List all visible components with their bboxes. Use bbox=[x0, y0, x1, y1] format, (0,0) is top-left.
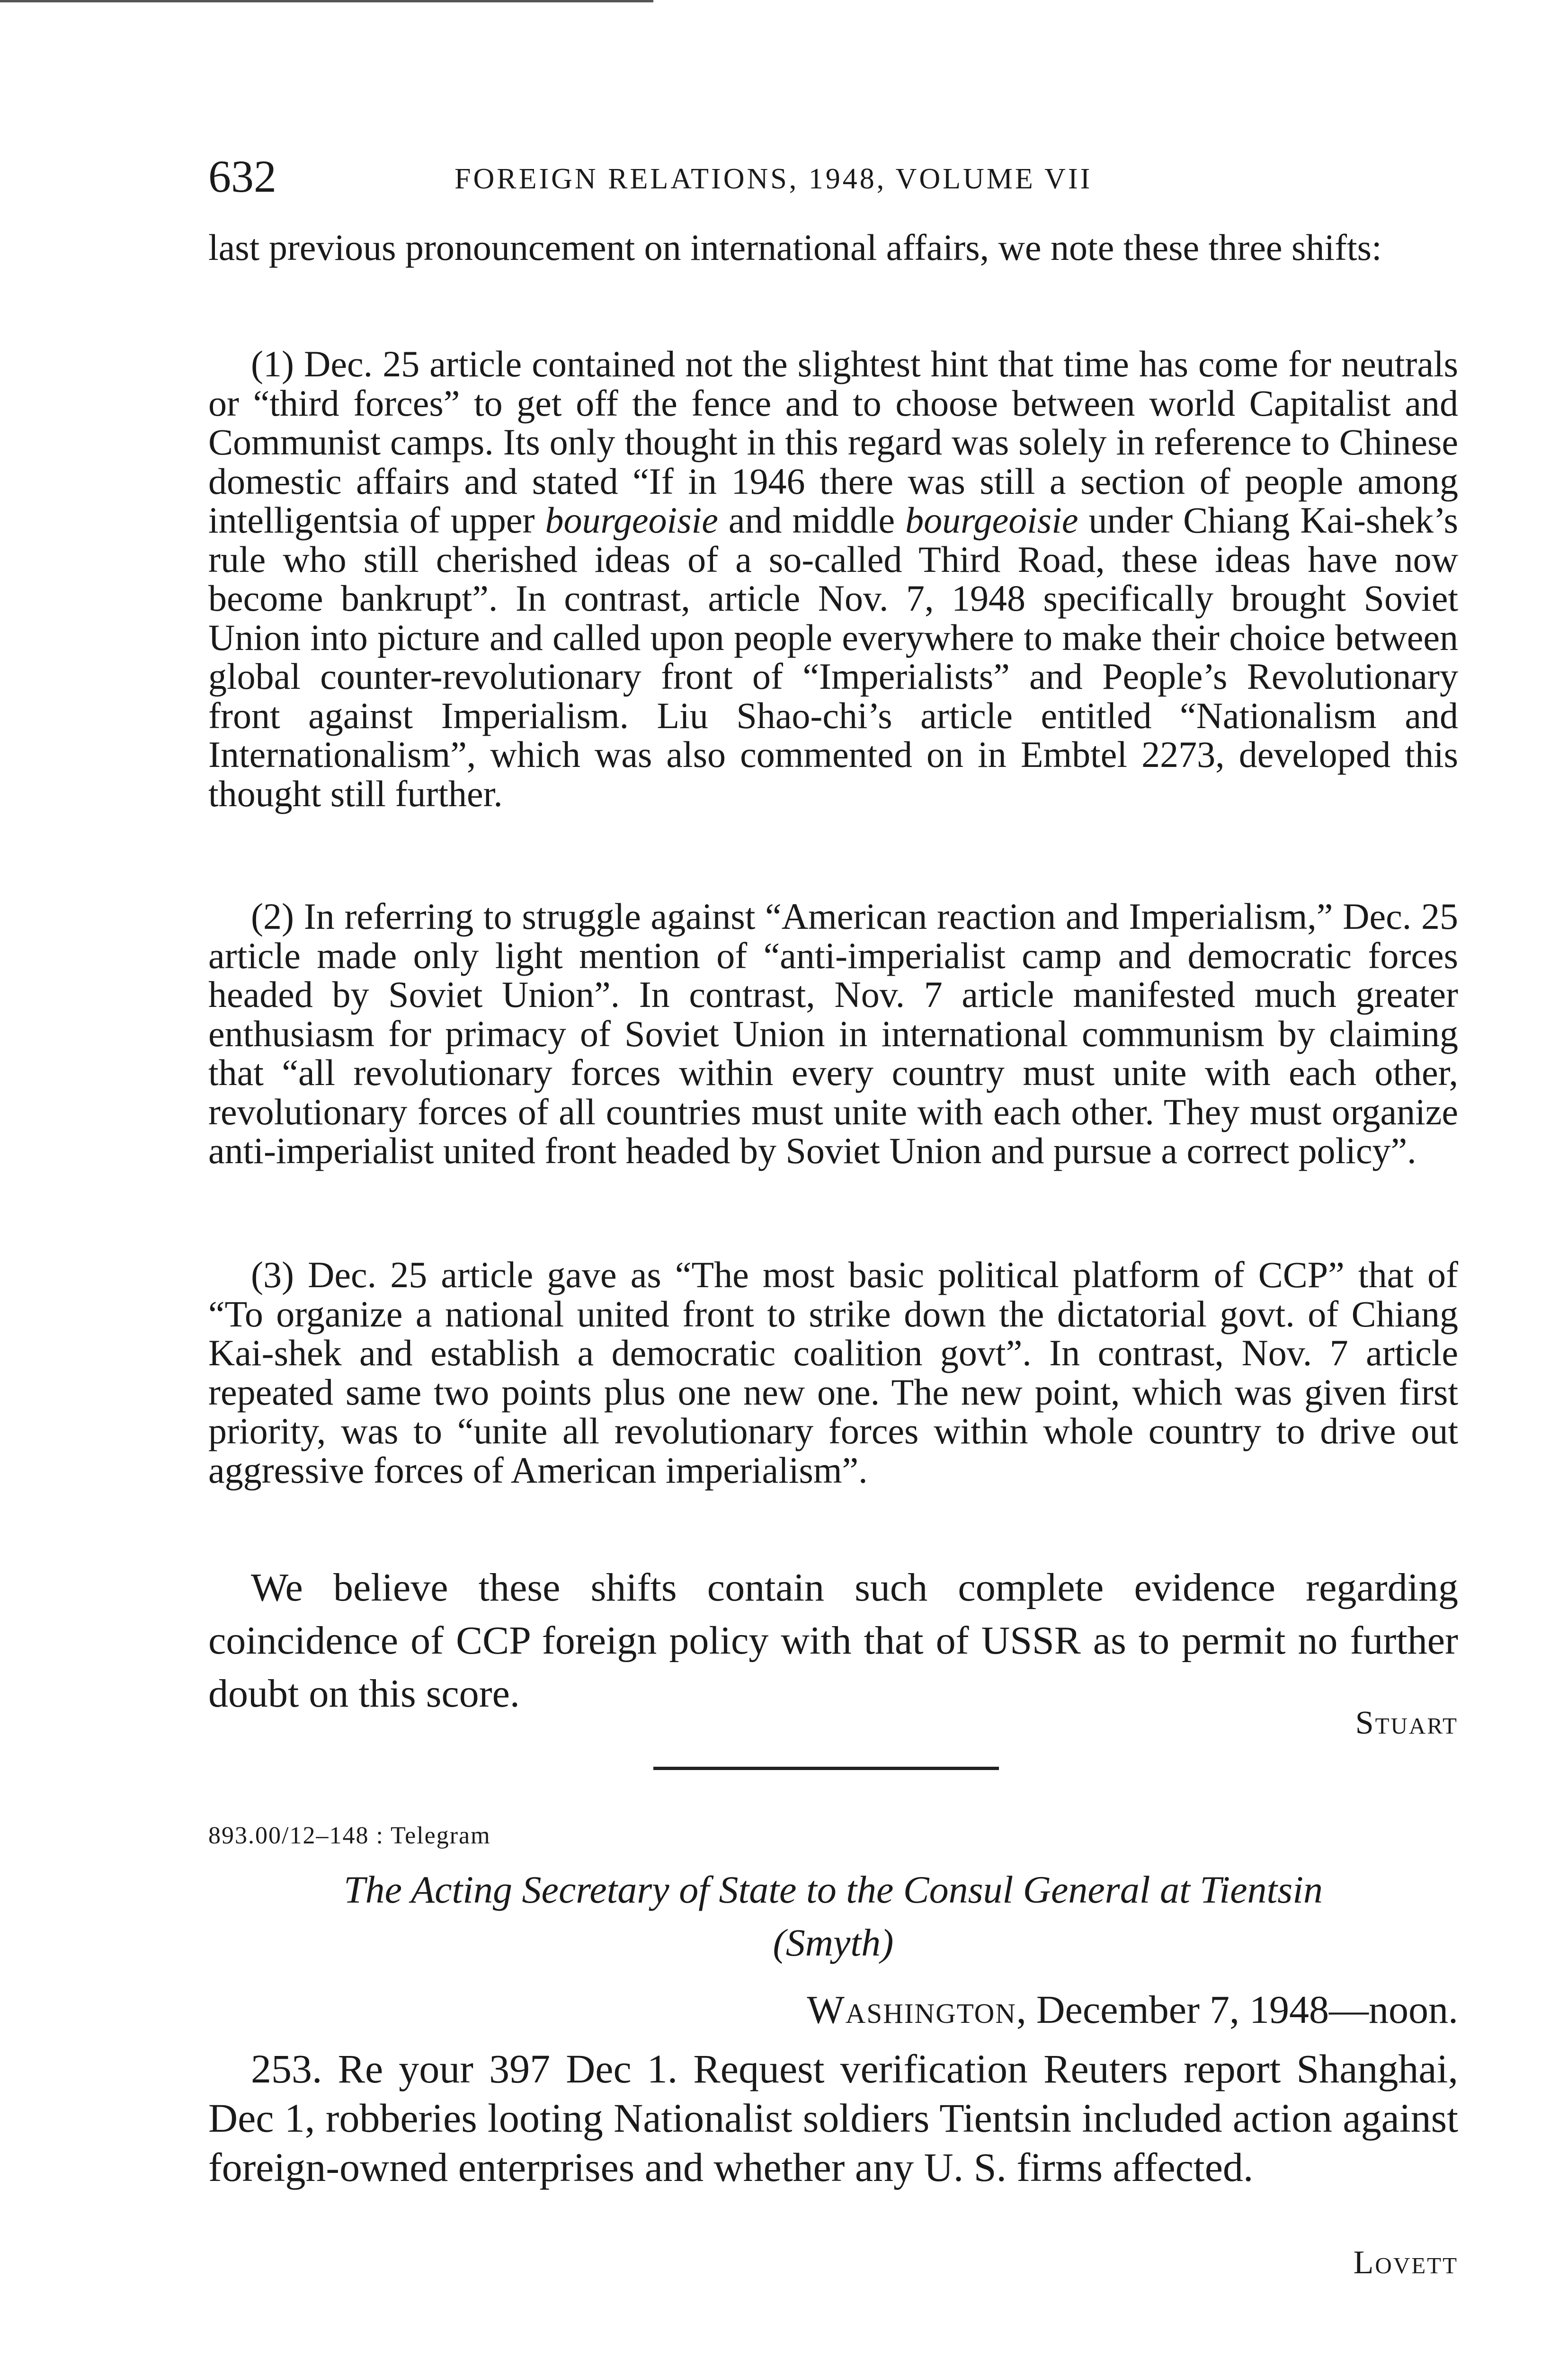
scan-top-edge bbox=[0, 0, 653, 2]
file-reference: 893.00/12–148 : Telegram bbox=[208, 1822, 491, 1849]
item1-italic-a: bourgeoisie bbox=[545, 499, 718, 541]
document-heading bbox=[208, 1863, 1458, 1969]
page-header bbox=[208, 151, 1458, 203]
shift-item-2 bbox=[208, 897, 1458, 1171]
dateline-place: Washington bbox=[807, 1988, 1016, 2032]
page-number: 632 bbox=[208, 151, 276, 202]
running-title: FOREIGN RELATIONS, 1948, VOLUME VII bbox=[454, 163, 1093, 195]
telegram-message bbox=[208, 2044, 1458, 2192]
item1-text-c: under Chiang Kai-shek’s rule who still cherished ideas of a so-called Third Road, these ideas have now become bankrupt”. In contrast, article Nov. 7, 1948 specifically brought Soviet Union into picture and called upon people everywhere to make their choice between global counter-revolutionary front of “Imperialists” and People’s Revolutionary front against Imperialism. Liu Shao-chi’s article entitled “Nationalism and Internationalism”, which was also commented on in Embtel 2273, developed this thought still further. bbox=[208, 499, 1458, 814]
dateline bbox=[807, 1986, 1458, 2034]
heading-recipient: (Smyth) bbox=[773, 1921, 894, 1964]
item1-italic-b: bourgeoisie bbox=[905, 499, 1078, 541]
shift-item-2-text: (2) In referring to struggle against “American reaction and Imperialism,” Dec. 25 article made only light mention of “anti-imperialist camp and democratic forces headed by Soviet Union”. In contrast, Nov. 7 article manifested much greater enthusiasm for primacy of Soviet Union in international communism by claiming that “all revolutionary forces within every country must unite with each other, revolutionary forces of all countries must unite with each other. They must organize anti-imperialist united front headed by Soviet Union and pursue a correct policy”. bbox=[208, 896, 1458, 1171]
intro-text: last previous pronouncement on international affairs, we note these three shifts: bbox=[208, 227, 1382, 268]
conclusion-text: We believe these shifts contain such complete evidence regarding coincidence of CCP foreign policy with that of USSR as to permit no further doubt on this score. bbox=[208, 1566, 1458, 1716]
telegram-text: 253. Re your 397 Dec 1. Request verification Reuters report Shanghai, Dec 1, robberies looting Nationalist soldiers Tientsin included action against foreign-owned enterprises and whether any U. S. firms affected. bbox=[208, 2046, 1458, 2190]
dateline-date: , December 7, 1948—noon. bbox=[1016, 1988, 1458, 2032]
conclusion-paragraph bbox=[208, 1561, 1458, 1720]
shift-item-1 bbox=[208, 345, 1458, 813]
item1-text-b: and middle bbox=[718, 499, 906, 541]
signature-stuart: Stuart bbox=[1355, 1705, 1458, 1741]
section-divider bbox=[653, 1767, 999, 1770]
shift-item-3 bbox=[208, 1255, 1458, 1490]
item1-text-a: (1) Dec. 25 article contained not the slightest hint that time has come for neutrals or “third forces” to get off the fence and to choose between world Capitalist and Communist camps. Its only thought in this regard was solely in reference to Chinese domestic affairs and stated “If in 1946 there was still a section of people among intelligentsia of upper bbox=[208, 343, 1458, 541]
shift-item-1-text bbox=[208, 345, 1458, 813]
shift-item-3-text: (3) Dec. 25 article gave as “The most basic political platform of CCP” that of “To organize a national united front to strike down the dictatorial govt. of Chiang Kai-shek and establish a democratic coalition govt”. In contrast, Nov. 7 article repeated same two points plus one new one. The new point, which was given first priority, was to “unite all revolutionary forces within whole country to drive out aggressive forces of American imperialism”. bbox=[208, 1254, 1458, 1491]
signature-lovett: Lovett bbox=[1353, 2244, 1458, 2281]
intro-paragraph bbox=[208, 227, 1458, 268]
heading-title: The Acting Secretary of State to the Consul General at Tientsin bbox=[343, 1868, 1323, 1911]
